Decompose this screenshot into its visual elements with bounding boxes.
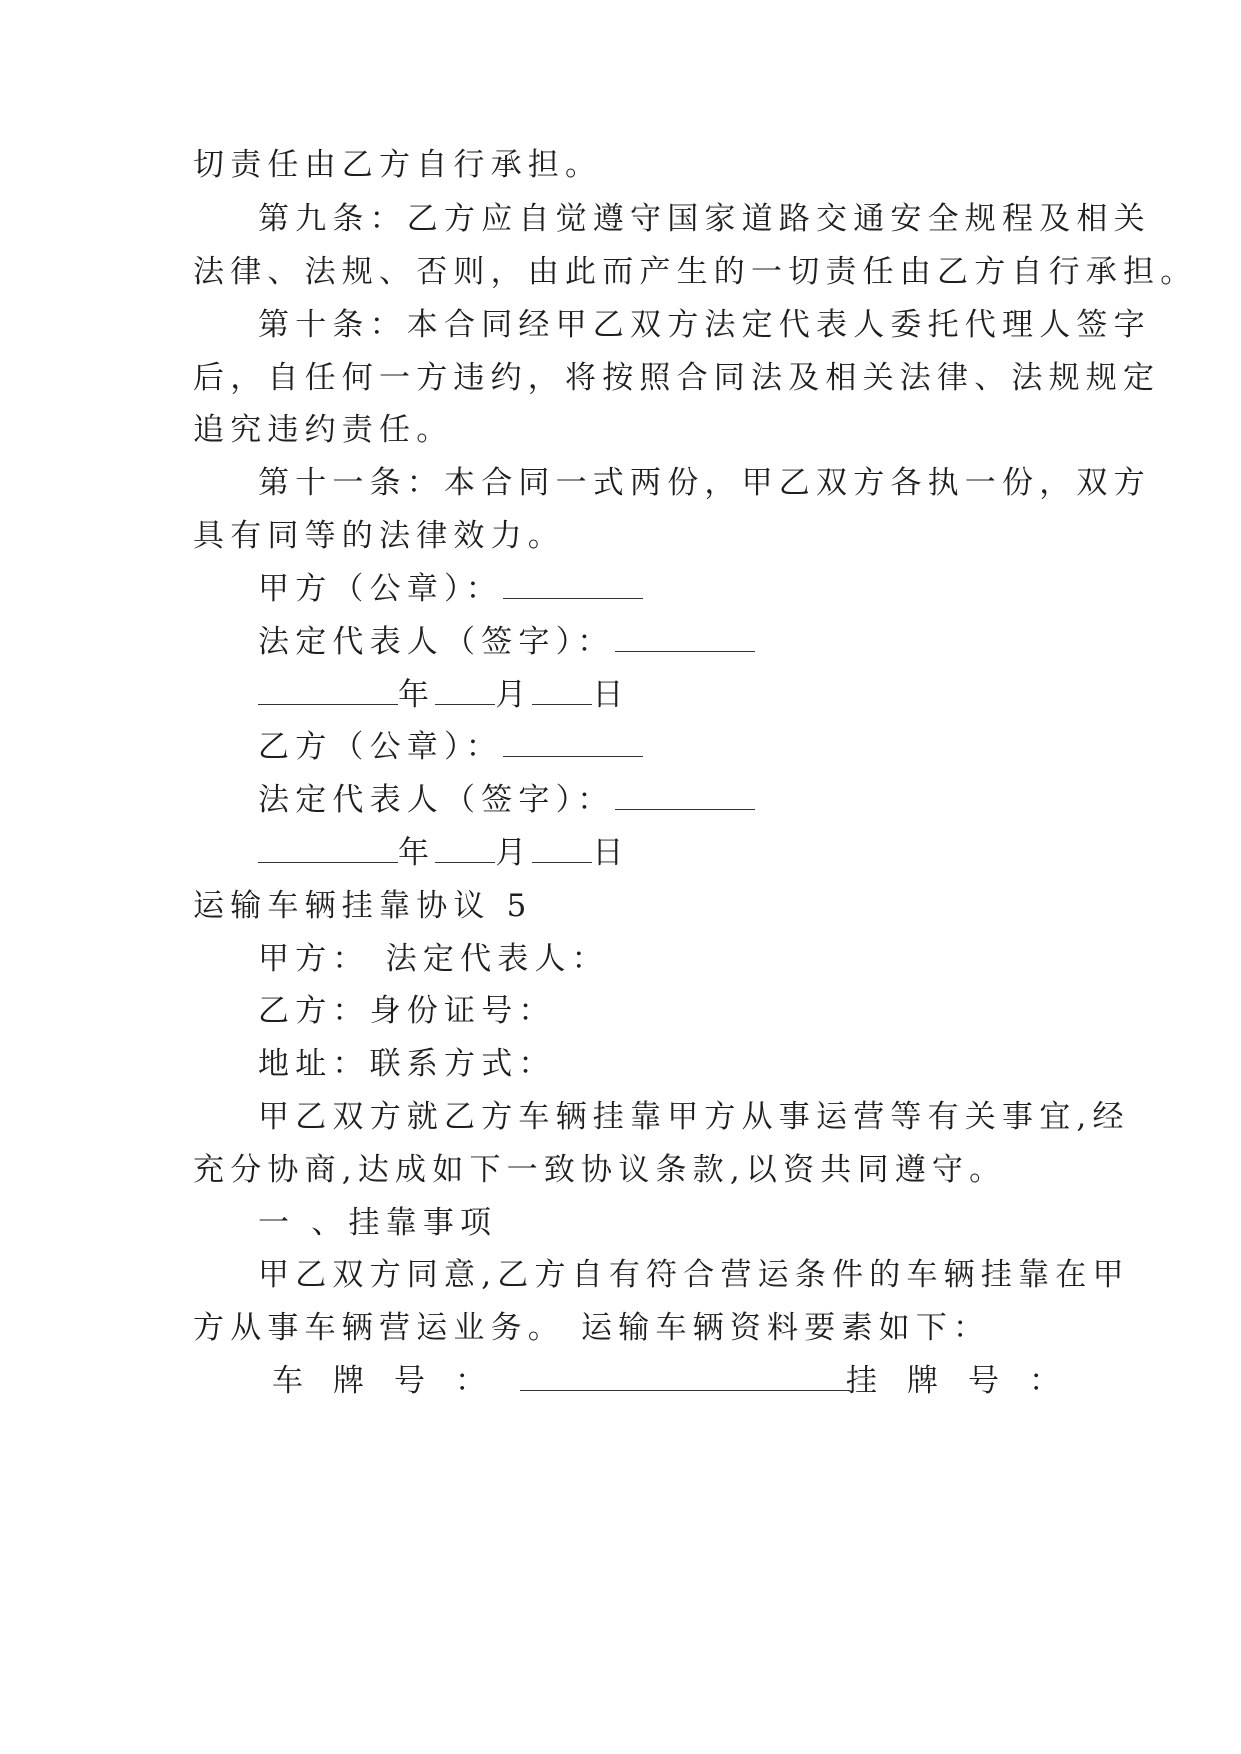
party-b-rep-blank: [615, 785, 755, 810]
year-blank: [258, 838, 398, 863]
agreement-title: 运输车辆挂靠协议 5: [193, 888, 533, 924]
section-heading: 一 、挂靠事项: [258, 1205, 498, 1241]
article-10-line: 第十条：本合同经甲乙双方法定代表人委托代理人签字: [258, 307, 1151, 343]
party-a-seal-label: 甲方（公章）：: [258, 571, 503, 607]
party-a-rep-label: 法定代表人（签字）：: [258, 624, 615, 660]
paragraph-line: 法律、法规、否则，由此而产生的一切责任由乙方自行承担。: [193, 254, 1198, 290]
party-b-rep-label: 法定代表人（签字）：: [258, 782, 615, 818]
party-a-rep-blank: [615, 627, 755, 652]
month-label: 月: [495, 835, 533, 871]
paragraph-line: 甲乙双方同意,乙方自有符合营运条件的车辆挂靠在甲: [258, 1257, 1130, 1293]
party-a-seal-row: [258, 569, 643, 609]
party-b-label: 乙方：: [258, 993, 370, 1029]
paragraph-line: 甲乙双方就乙方车辆挂靠甲方从事运营等有关事宜,经: [258, 1099, 1130, 1135]
party-b-date-row: [258, 833, 630, 873]
party-a-seal-blank: [503, 574, 643, 599]
paragraph-line: 后，自任何一方违约，将按照合同法及相关法律、法规规定: [193, 360, 1161, 396]
day-label: 日: [592, 835, 630, 871]
paragraph-line: 具有同等的法律效力。: [193, 518, 565, 554]
day-blank: [532, 838, 592, 863]
plate-label: 车牌号：: [272, 1363, 516, 1399]
year-label: 年: [398, 835, 436, 871]
trailer-label: 挂牌号：: [846, 1363, 1090, 1399]
party-a-date-row: [258, 675, 630, 715]
plate-row: [272, 1361, 850, 1401]
party-b-info-row: [258, 991, 556, 1031]
paragraph-line: 方从事车辆营运业务。 运输车辆资料要素如下：: [193, 1310, 991, 1346]
contact-label: 联系方式：: [369, 1046, 556, 1082]
year-blank: [258, 680, 398, 705]
party-a-rep-field: 法定代表人：: [385, 941, 609, 977]
address-row: [258, 1044, 556, 1084]
party-b-seal-blank: [503, 732, 643, 757]
year-label: 年: [398, 677, 436, 713]
party-a-info-row: [258, 939, 609, 979]
paragraph-line: 追究违约责任。: [193, 412, 454, 448]
day-blank: [532, 680, 592, 705]
address-label: 地址：: [258, 1046, 370, 1082]
party-b-rep-row: [258, 780, 755, 820]
trailer-row: [846, 1361, 1090, 1401]
month-blank: [435, 680, 495, 705]
party-a-label: 甲方：: [258, 941, 370, 977]
party-a-rep-row: [258, 622, 755, 662]
day-label: 日: [592, 677, 630, 713]
month-blank: [435, 838, 495, 863]
party-b-seal-row: [258, 727, 643, 767]
article-11-line: 第十一条：本合同一式两份，甲乙双方各执一份，双方: [258, 465, 1151, 501]
paragraph-line: 充分协商,达成如下一致协议条款,以资共同遵守。: [193, 1152, 1007, 1188]
party-b-id-field: 身份证号：: [369, 993, 556, 1029]
paragraph-line: 切责任由乙方自行承担。: [193, 147, 603, 183]
month-label: 月: [495, 677, 533, 713]
article-9-line: 第九条：乙方应自觉遵守国家道路交通安全规程及相关: [258, 201, 1151, 237]
plate-blank: [520, 1366, 850, 1391]
party-b-seal-label: 乙方（公章）：: [258, 729, 503, 765]
